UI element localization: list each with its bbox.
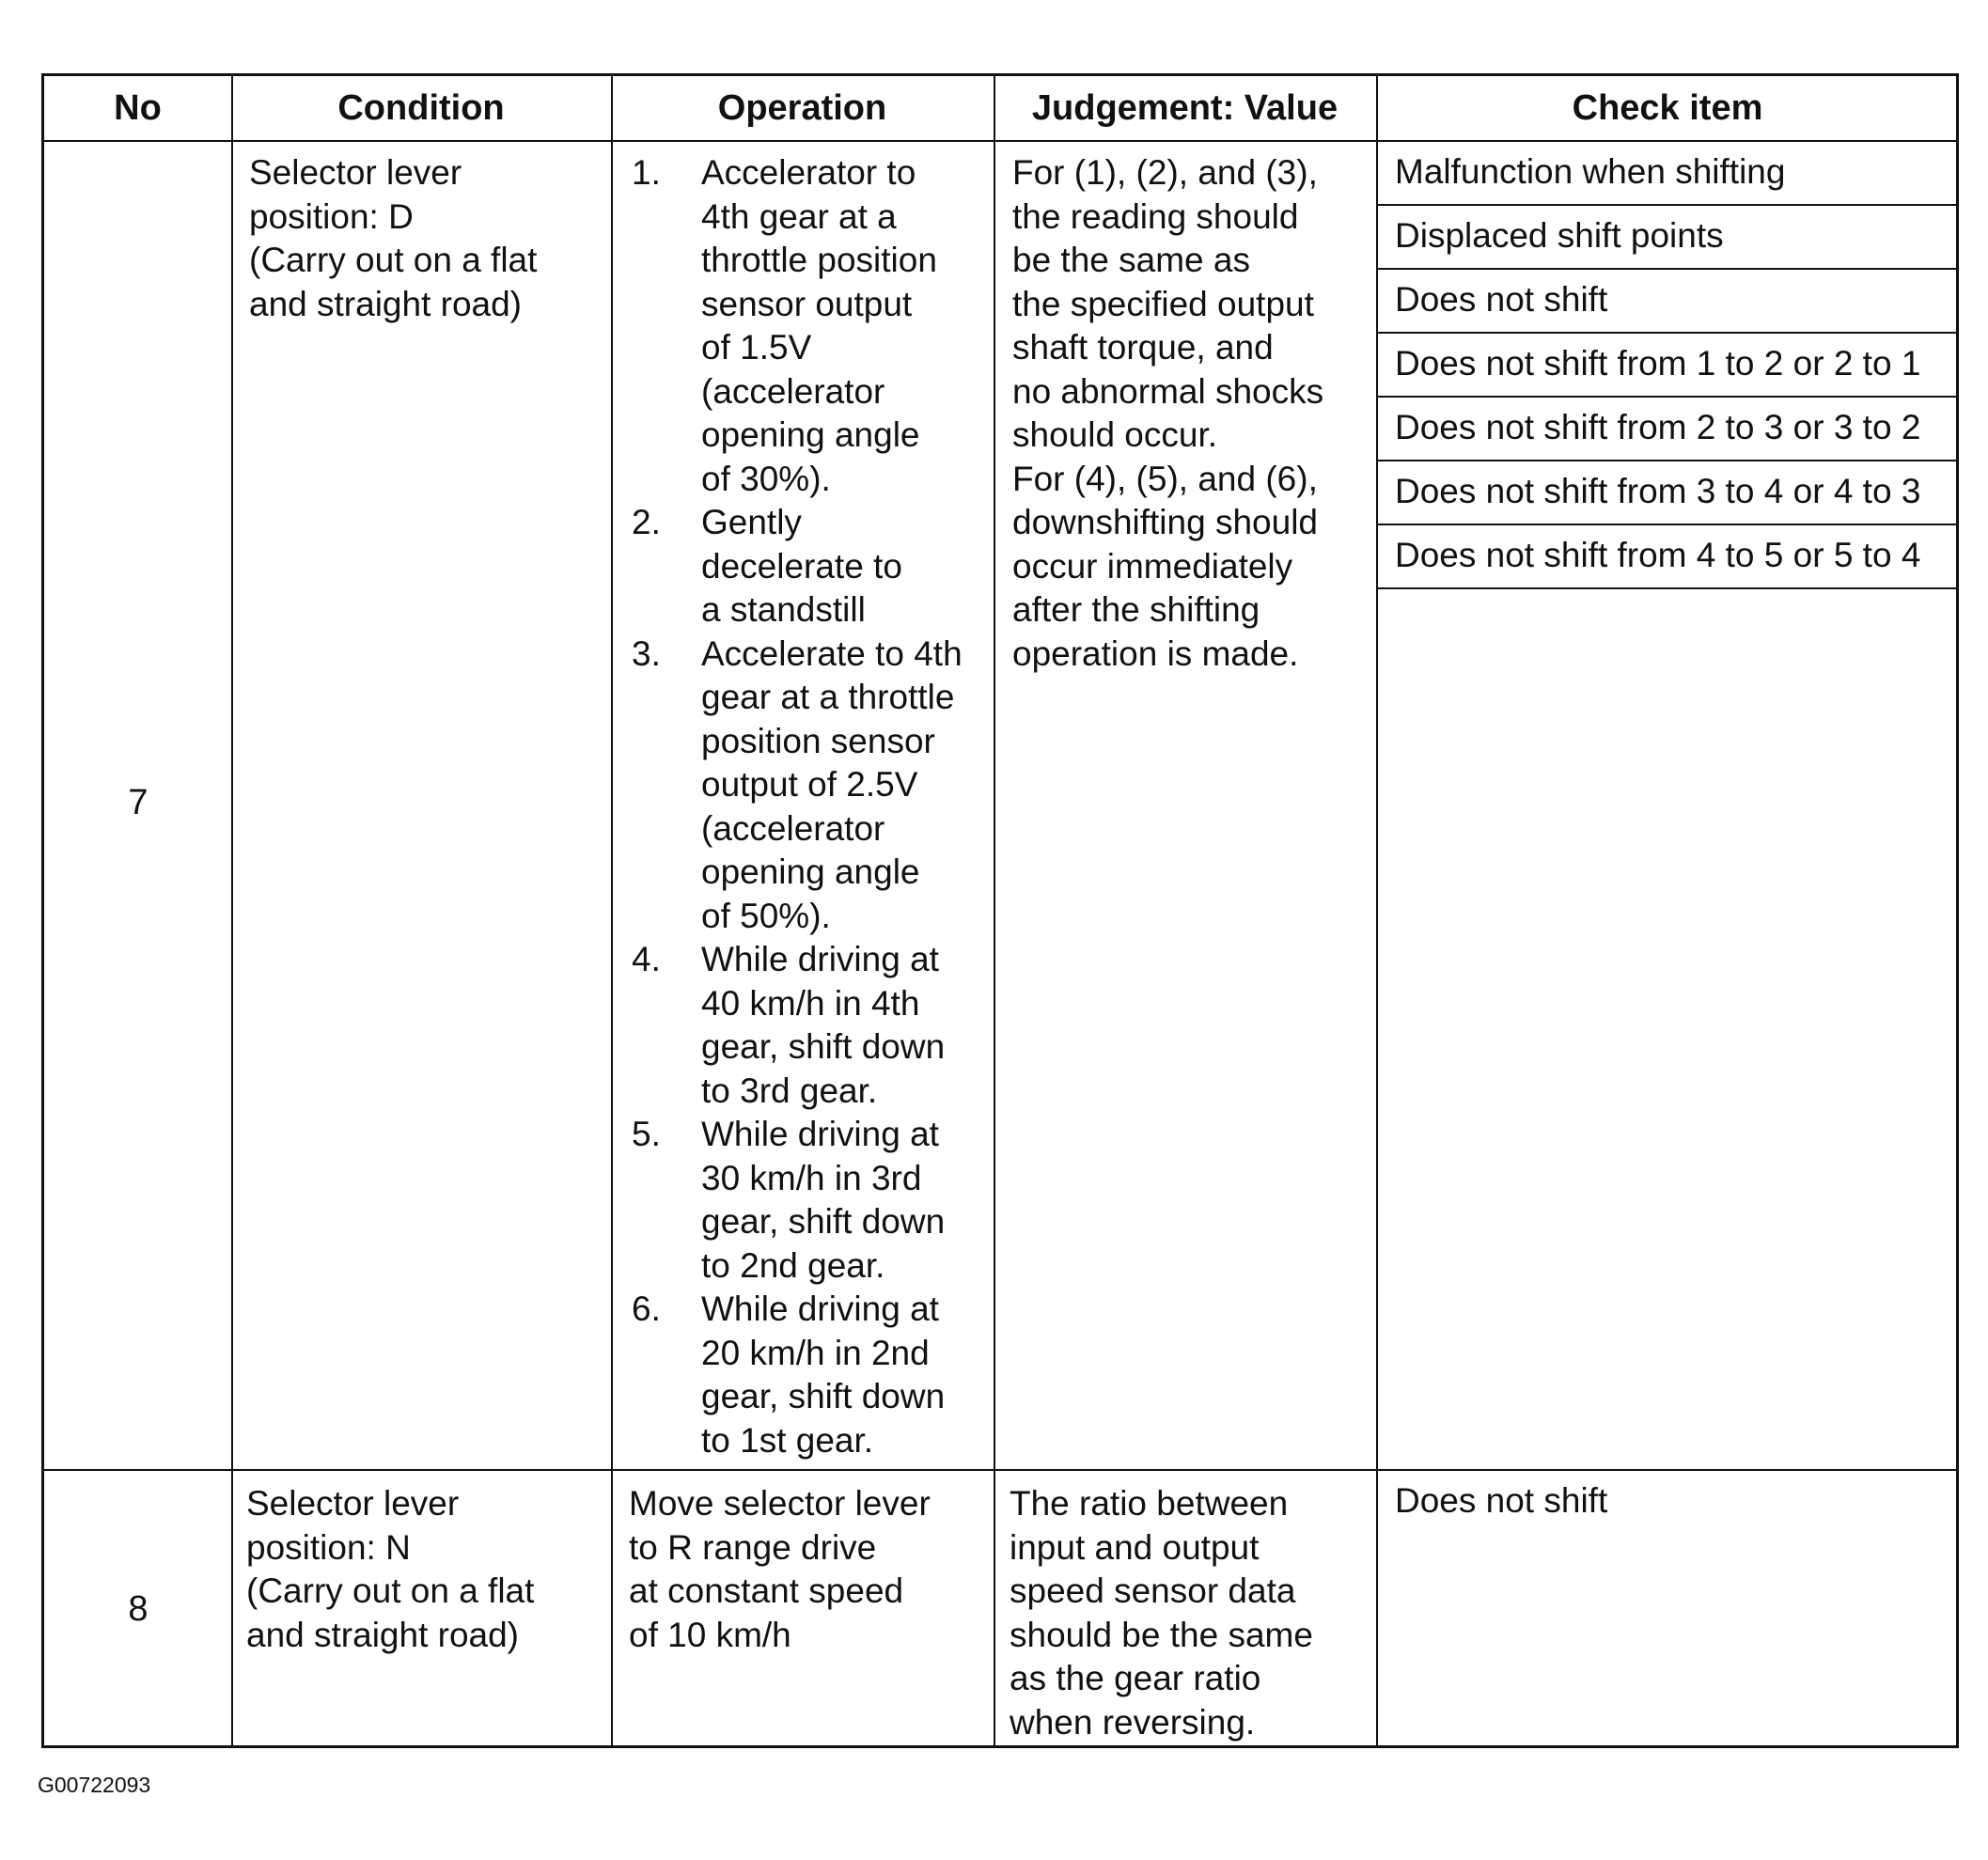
header-condition: Condition [337,87,505,128]
operation-step: 4. While driving at 40 km/h in 4th gear, shift down to 3rd gear. [632,940,946,1110]
row-7-operation-steps [632,151,994,1462]
row-8-operation: Move selector lever to R range drive at constant speed of 10 km/h [629,1484,931,1654]
operation-step: 1. Accelerator to 4th gear at a throttle position sensor output of 1.5V (accelerator opening angle of 30%). [632,153,937,498]
col-divider [611,76,613,1745]
check-item: Does not shift from 1 to 2 or 2 to 1 [1395,344,1921,383]
check-item: Malfunction when shifting [1395,152,1786,191]
header-no: No [114,87,162,128]
row-8-no: 8 [128,1589,149,1629]
header-check-item: Check item [1572,87,1763,128]
check-item: Does not shift [1395,1481,1608,1520]
inspection-table [41,73,1959,1748]
operation-step: 3. Accelerate to 4th gear at a throttle position sensor output of 2.5V (accelerator opening angle of 50%). [632,633,963,935]
check-item: Displaced shift points [1395,216,1724,255]
check-divider [1376,587,1956,589]
operation-step: 5. While driving at 30 km/h in 3rd gear, shift down to 2nd gear. [632,1115,946,1285]
col-divider [994,76,995,1745]
col-divider [231,76,233,1745]
check-item: Does not shift from 4 to 5 or 5 to 4 [1395,536,1921,574]
check-item: Does not shift from 2 to 3 or 3 to 2 [1395,408,1921,446]
row-7-judgement: For (1), (2), and (3), the reading should be the same as the specified output shaft torque, and no abnormal shocks should occur. For (4), (5), and (6), downshifting should occur immediately after the shifting operation is made. [1012,153,1324,673]
row-8-judgement: The ratio between input and output speed sensor data should be the same as the gear ratio when reversing. [1010,1484,1313,1742]
operation-step: 6. While driving at 20 km/h in 2nd gear, shift down to 1st gear. [632,1289,946,1460]
check-item: Does not shift [1395,280,1608,319]
row-8-condition: Selector lever position: N (Carry out on a flat and straight road) [246,1484,535,1654]
row-7-no: 7 [128,783,149,822]
header-judgement: Judgement: Value [1031,87,1338,128]
figure-code: G00722093 [38,1773,151,1797]
row-7-condition: Selector lever position: D (Carry out on a flat and straight road) [249,153,538,323]
operation-step: 2. Gently decelerate to a standstill [632,503,902,629]
header-operation: Operation [717,87,887,128]
check-item: Does not shift from 3 to 4 or 4 to 3 [1395,472,1921,510]
